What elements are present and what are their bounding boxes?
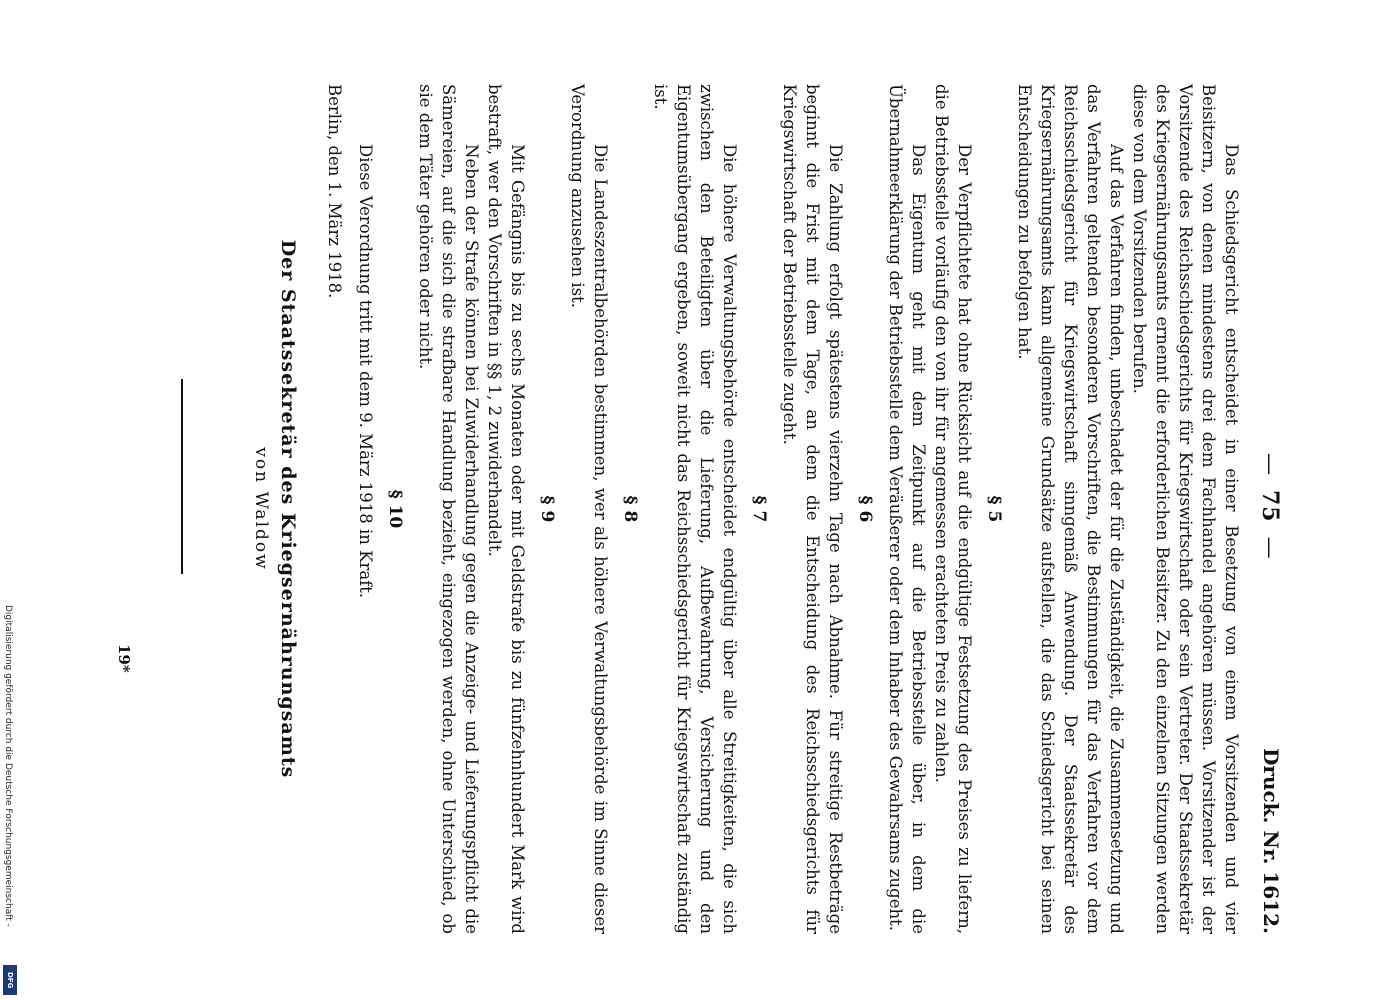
page-header	[1243, 84, 1283, 934]
paragraph: Die höhere Verwaltungsbehörde entscheidet endgültig über alle Streitigkeiten, die sich zwischen den Beteiligten über die Lieferung, Aufbewahrung, Versicherung und den Eigentumsübergang ergeben, soweit nicht das Reichsschiedsgericht für Kriegswirtschaft zuständig ist.	[651, 84, 739, 934]
paragraph: Die Zahlung erfolgt spätestens vierzehn Tage nach Abnahme. Für streitige Restbeträge beginnt die Frist mit dem Tage, an dem die Entscheidung des Reichsschiedsgerichts für Kriegswirtschaft der Betriebsstelle zugeht.	[780, 84, 845, 934]
section-heading: § 6	[855, 495, 875, 523]
section-heading: § 5	[984, 495, 1004, 523]
dfg-logo: DFG	[3, 965, 17, 995]
page-number: — 75 —	[1257, 439, 1283, 574]
section-heading: § 7	[749, 495, 769, 523]
signature-number: 19*	[115, 644, 133, 673]
paragraph: Auf das Verfahren finden, unbeschadet der für die Zuständigkeit, die Zusammensetzung und das Verfahren geltenden besonderen Vorschriften, die Bestimmungen für das Verfahren vor dem Reichsschiedsgericht für Kriegswirtschaft sinngemäß Anwendung. Der Staatssekretär des Kriegsernährungsamts kann allgemeine Grundsätze aufstellen, die das Schiedsgericht bei seinen Entscheidungen zu befolgen hat.	[1015, 84, 1126, 934]
document-page	[63, 84, 1283, 934]
date-line: Berlin, den 1. März 1918.	[325, 84, 344, 299]
document-body	[249, 84, 1243, 934]
signer-name: von Waldow	[251, 447, 271, 571]
paragraph: Das Eigentum geht mit dem Zeitpunkt auf die Betriebsstelle über, in dem die Übernahmeerklärung der Betriebsstelle dem Veräußerer oder dem Inhaber des Gewahrsams zugeht.	[886, 84, 928, 934]
paragraph: Neben der Strafe können bei Zuwiderhandlung gegen die Anzeige- und Lieferungspflicht die Sämereien, auf die sich die strafbare Handlung bezieht, eingezogen werden, ohne Unterschied, ob sie dem Täter gehören oder nicht.	[416, 84, 481, 934]
issuing-authority: Der Staatssekretär des Kriegsernährungsamts	[277, 239, 299, 779]
paragraph: Mit Gefängnis bis zu sechs Monaten oder mit Geldstrafe bis zu fünfzehnhundert Mark wird bestraft, wer den Vorschriften in §§ 1, 2 zuwiderhandelt.	[485, 84, 527, 934]
section-heading: § 9	[537, 495, 557, 523]
paragraph: Diese Verordnung tritt mit dem 9. März 1918 in Kraft.	[356, 144, 375, 599]
paragraph: Das Schiedsgericht entscheidet in einer Besetzung von einem Vorsitzenden und vier Beisitzern, von denen mindestens drei dem Fachhandel angehören müssen. Vorsitzender ist der Vorsitzende des Reichsschiedsgerichts für Kriegswirtschaft oder sein Vertreter. Der Staatssekretär des Kriegsernährungsamts ernennt die erforderlichen Beisitzer. Zu den einzelnen Sitzungen werden diese von dem Vorsitzenden berufen.	[1130, 84, 1241, 934]
paragraph: Die Landeszentralbehörden bestimmen, wer als höhere Verwaltungsbehörde im Sinne dieser Verordnung anzusehen ist.	[568, 84, 610, 934]
digitization-credit-text: Digitalisierung gefördert durch die Deutsche Forschungsgemeinschaft -	[3, 605, 13, 927]
signature-block	[249, 84, 346, 934]
closing-rule	[181, 379, 183, 574]
drucksache-number: Druck. Nr. 1612.	[1259, 748, 1283, 934]
section-heading: § 8	[620, 495, 640, 523]
paragraph: Der Verpflichtete hat ohne Rücksicht auf die endgültige Festsetzung des Preises zu liefern, die Betriebsstelle vorläufig den von ihr für angemessen erachteten Preis zu zahlen.	[932, 84, 974, 934]
section-heading: § 10	[385, 489, 405, 529]
